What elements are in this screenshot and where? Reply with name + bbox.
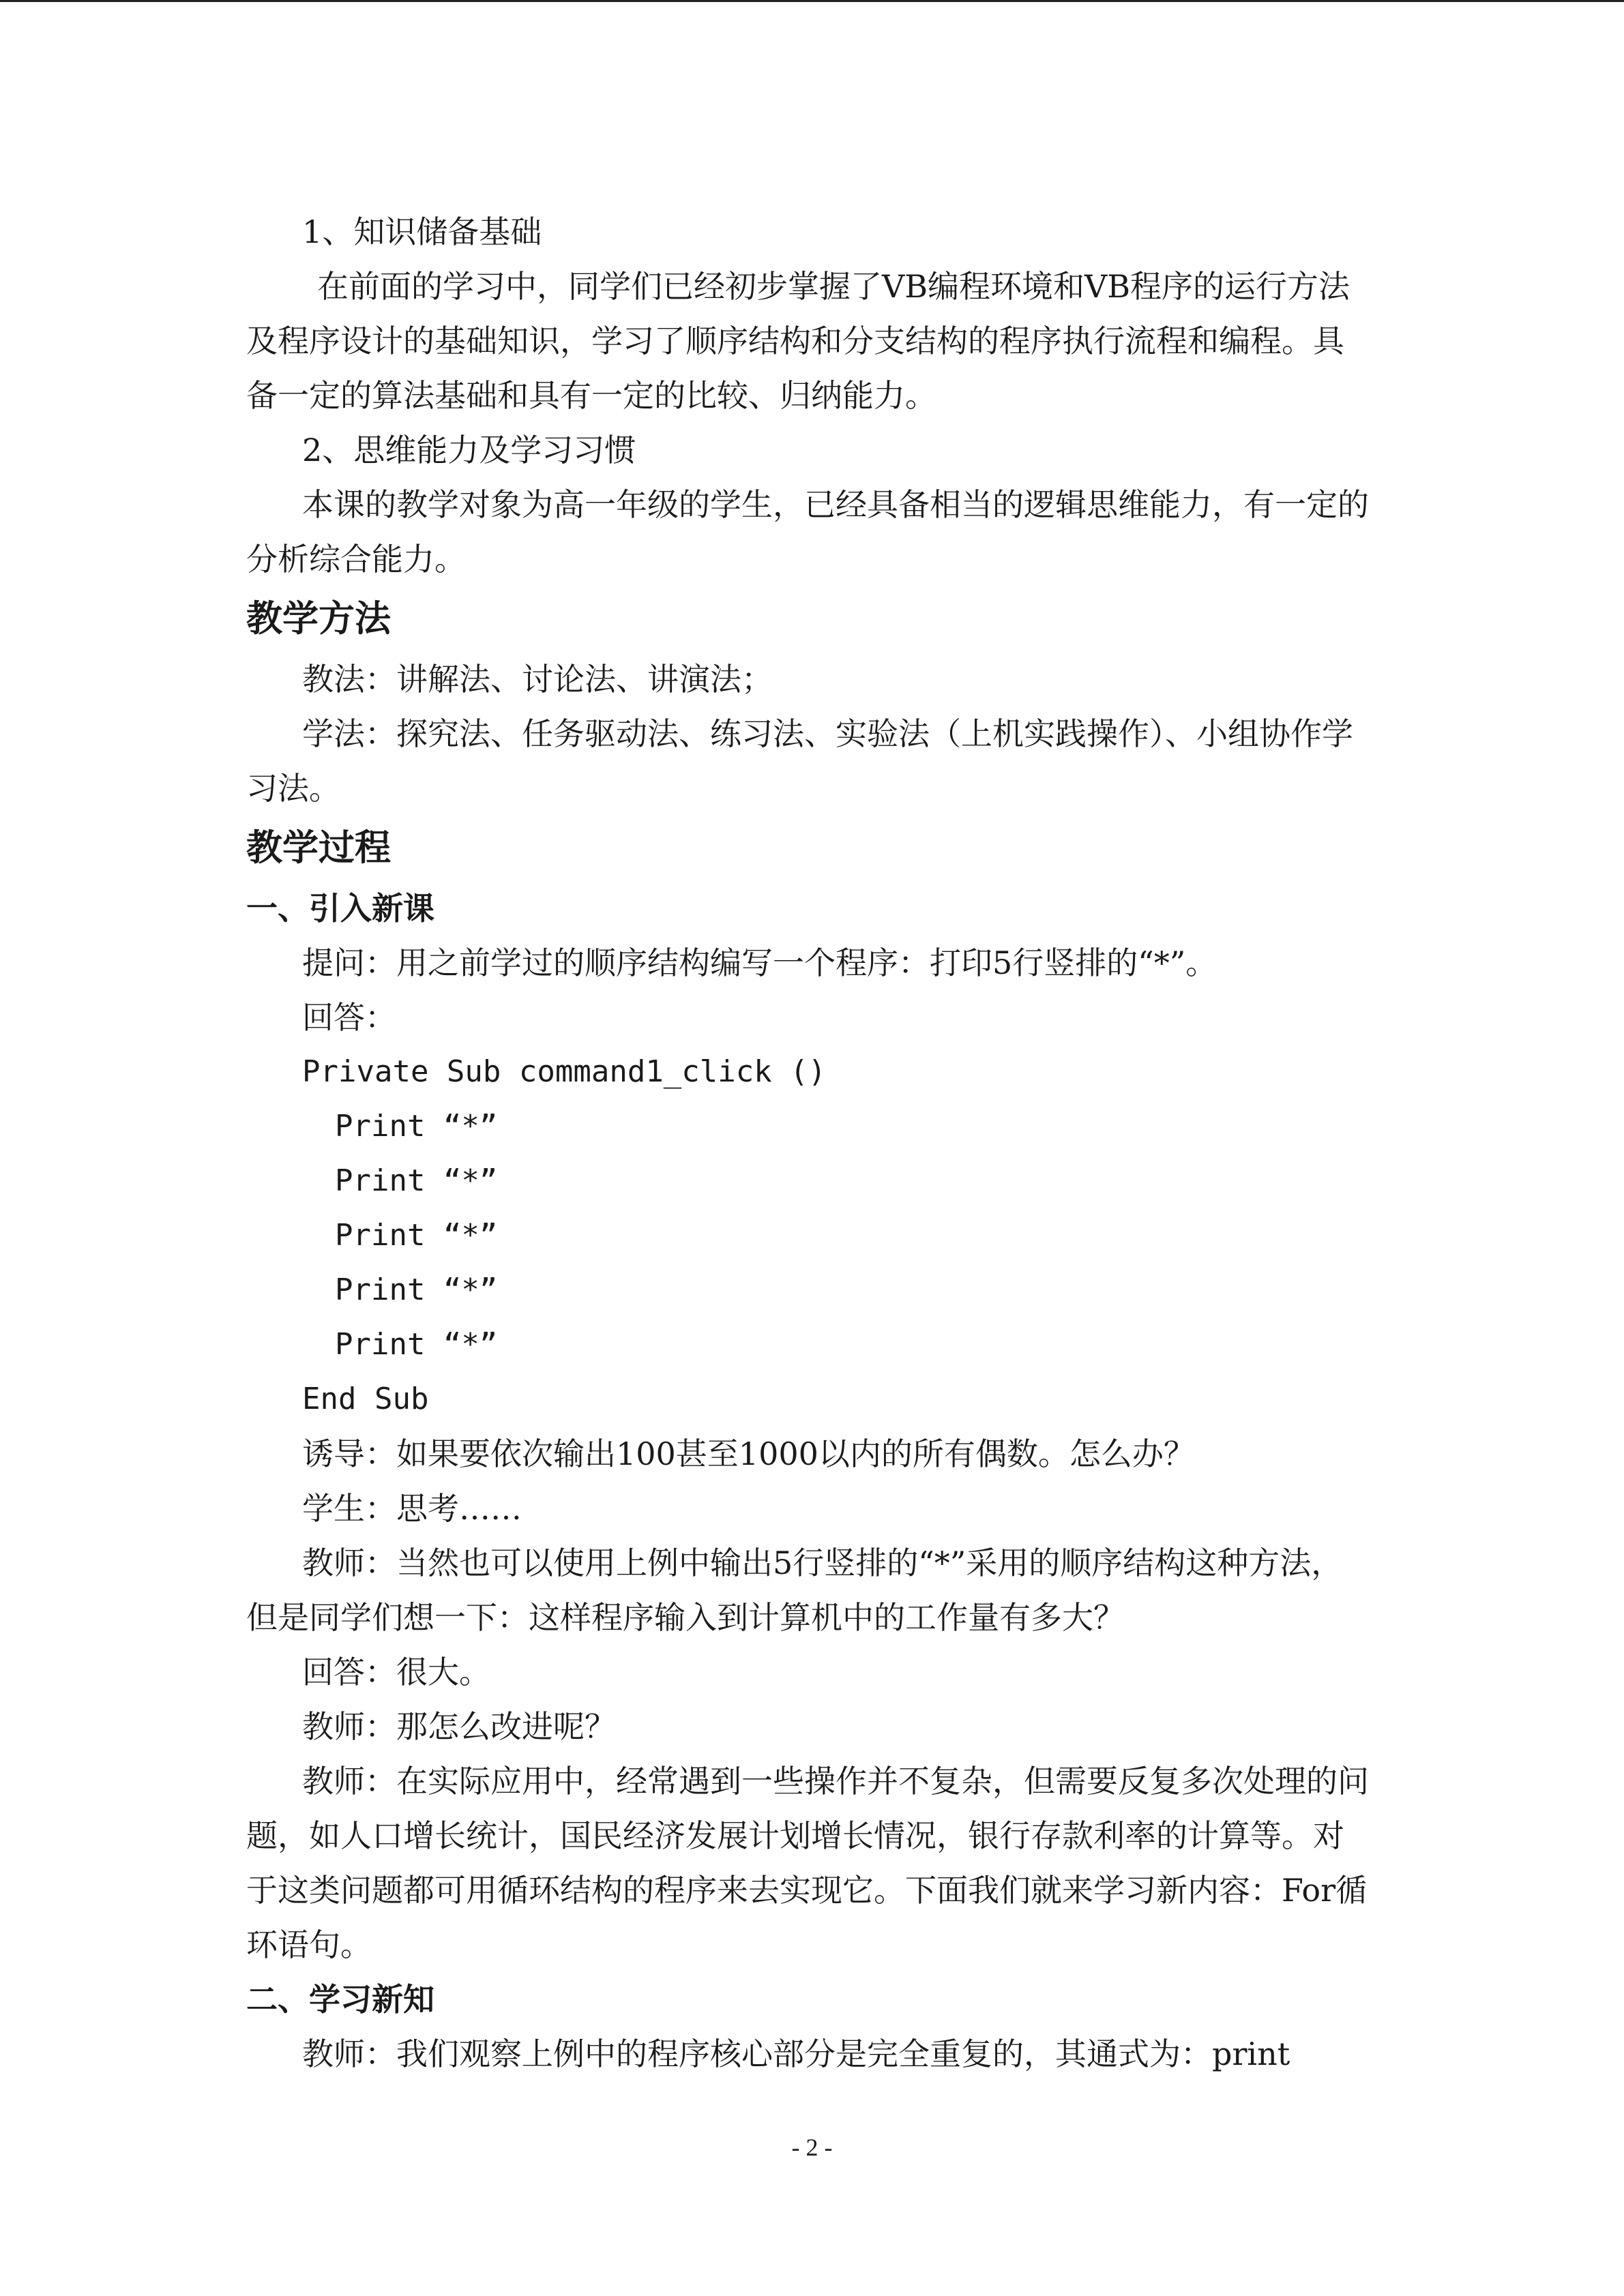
section-heading-teaching-process: 教学过程 — [246, 827, 391, 869]
subsection-heading-intro: 一、引入新课 — [246, 890, 434, 927]
paragraph-learning-methods: 学法：探究法、任务驱动法、练习法、实验法（上机实践操作）、小组协作学习法。 — [246, 715, 1353, 807]
page-number: - 2 - — [791, 2134, 833, 2161]
paragraph-teacher-1: 教师：当然也可以使用上例中输出5行竖排的“*”采用的顺序结构这种方法，但是同学们想一下：这样程序输入到计算机中的工作量有多大？ — [246, 1545, 1343, 1636]
subsection-heading-new-knowledge: 二、学习新知 — [246, 1981, 434, 2018]
paragraph-teacher-2: 教师：那怎么改进呢？ — [302, 1708, 616, 1745]
code-line: Print “*” — [335, 1163, 498, 1198]
paragraph-thinking-ability: 本课的教学对象为高一年级的学生，已经具备相当的逻辑思维能力，有一定的分析综合能力。 — [246, 486, 1369, 578]
code-line: Print “*” — [335, 1327, 498, 1362]
paragraph-student: 学生：思考…… — [302, 1490, 522, 1527]
code-line: End Sub — [302, 1382, 429, 1416]
paragraph-teacher-3: 教师：在实际应用中，经常遇到一些操作并不复杂，但需要反复多次处理的问题，如人口增长统计，国民经济发展计划增长情况，银行存款利率的计算等。对于这类问题都可用循环结构的程序来去实现它。下面我们就来学习新内容：For循环语句。 — [246, 1763, 1369, 1963]
paragraph-teacher-4: 教师：我们观察上例中的程序核心部分是完全重复的，其通式为：print — [302, 2036, 1290, 2072]
paragraph-teaching-methods: 教法：讲解法、讨论法、讲演法； — [302, 661, 773, 698]
code-line: Print “*” — [335, 1272, 498, 1307]
code-line: Print “*” — [335, 1218, 498, 1253]
subheading-knowledge-base: 1、知识储备基础 — [302, 213, 542, 250]
document-page — [246, 205, 1372, 2081]
paragraph-answer-label: 回答： — [302, 999, 396, 1036]
code-line: Private Sub command1_click () — [302, 1054, 827, 1089]
paragraph-answer: 回答：很大。 — [302, 1654, 490, 1690]
paragraph-knowledge-base: 在前面的学习中，同学们已经初步掌握了VB编程环境和VB程序的运行方法及程序设计的基础知识，学习了顺序结构和分支结构的程序执行流程和编程。具备一定的算法基础和具有一定的比较、归纳能力。 — [246, 268, 1350, 414]
code-block — [246, 1045, 1372, 1427]
paragraph-guidance: 诱导：如果要依次输出100甚至1000以内的所有偶数。怎么办？ — [302, 1435, 1195, 1472]
subheading-thinking-ability: 2、思维能力及学习习惯 — [302, 432, 636, 468]
page-top-border — [0, 0, 1624, 2]
code-line: Print “*” — [335, 1109, 498, 1144]
section-heading-teaching-method: 教学方法 — [246, 598, 391, 640]
paragraph-question: 提问：用之前学过的顺序结构编写一个程序：打印5行竖排的“*”。 — [302, 944, 1217, 981]
